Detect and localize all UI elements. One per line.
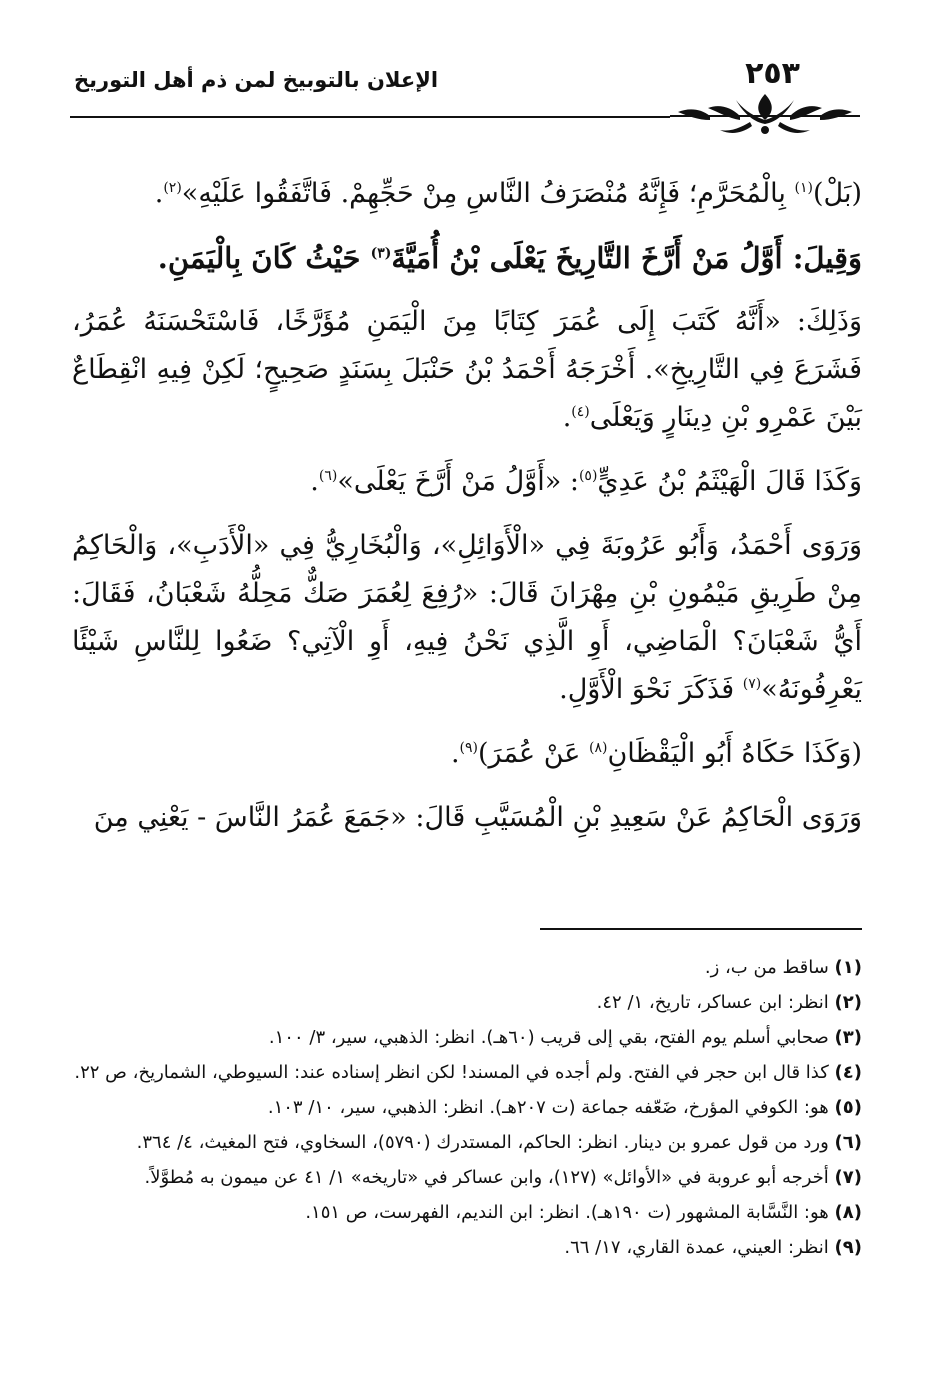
footnote-text: هو: الكوفي المؤرخ، ضَعّفه جماعة (ت ٢٠٧هـ). انظر: الذهبي، سير، ١٠/ ١٠٣. — [267, 1097, 829, 1118]
footnote-separator — [540, 928, 862, 930]
text-run: بِالْمُحَرَّمِ؛ فَإِنَّهُ مُنْصَرَفُ النَّاسِ مِنْ حَجِّهِمْ. فَاتَّفَقُوا عَلَيْهِ» — [181, 178, 795, 209]
footnote-item — [72, 1195, 862, 1230]
footnote-reference: (٦) — [318, 468, 338, 484]
footnote-text: أخرجه أبو عروبة في «الأوائل» (١٢٧)، وابن عساكر في «تاريخه» ١/ ٤١ عن ميمون به مُطوَّلاً. — [144, 1167, 829, 1188]
paragraph — [72, 730, 862, 778]
paragraph — [72, 234, 862, 282]
footnote-item — [72, 1160, 862, 1195]
text-run: وَكَذَا قَالَ الْهَيْثَمُ بْنُ عَدِيٍّ — [597, 466, 862, 497]
footnote-text: ساقط من ب، ز. — [704, 957, 829, 978]
footnote-text: انظر: ابن عساكر، تاريخ، ١/ ٤٢. — [596, 992, 829, 1013]
footnote-reference: (١) — [794, 180, 813, 196]
paragraph — [72, 298, 862, 442]
footnote-reference: (٤) — [571, 404, 590, 420]
floral-ornament-icon — [670, 90, 860, 140]
footnote-item — [72, 1055, 862, 1090]
footnote-item — [72, 1125, 862, 1160]
text-run: (بَلْ) — [812, 178, 862, 209]
text-run: . — [562, 402, 572, 433]
text-run: حَيْثُ كَانَ بِالْيَمَنِ. — [157, 241, 371, 275]
footnote-text: صحابي أسلم يوم الفتح، بقي إلى قريب (٦٠هـ). انظر: الذهبي، سير، ٣/ ١٠٠. — [268, 1027, 829, 1048]
footnote-reference: (٥) — [578, 468, 598, 484]
footnote-item — [72, 950, 862, 985]
page-header — [70, 50, 860, 140]
footnote-reference: (٢) — [163, 180, 182, 196]
paragraph — [72, 794, 862, 842]
text-run: (وَكَذَا حَكَاهُ أَبُو الْيَقْظَانِ — [607, 738, 862, 769]
paragraph — [72, 170, 862, 218]
footnote-item — [72, 1230, 862, 1265]
footnote-reference: (٨) — [589, 740, 608, 756]
footnote-text: انظر: العيني، عمدة القاري، ١٧/ ٦٦. — [564, 1237, 829, 1258]
footnote-number: (٩) — [834, 1237, 862, 1258]
text-run: : «أَوَّلُ مَنْ أَرَّخَ يَعْلَى» — [337, 466, 579, 497]
footnote-text: كذا قال ابن حجر في الفتح. ولم أجده في المسند! لكن انظر إسناده عند: السيوطي، الشماريخ، ص ٢٢. — [74, 1062, 829, 1083]
text-run: عَنْ عُمَرَ) — [478, 738, 589, 769]
footnote-number: (٦) — [834, 1132, 862, 1153]
footnote-number: (٨) — [834, 1202, 862, 1223]
footnote-number: (٢) — [834, 992, 862, 1013]
paragraph — [72, 458, 862, 506]
footnote-item — [72, 1090, 862, 1125]
text-run: فَذَكَرَ نَحْوَ الْأَوَّلِ. — [559, 674, 743, 705]
main-text — [72, 170, 862, 858]
header-rule — [70, 116, 670, 118]
paragraph — [72, 522, 862, 714]
footnote-reference: (٧) — [742, 676, 762, 692]
text-run: وَرَوَى الْحَاكِمُ عَنْ سَعِيدِ بْنِ الْمُسَيَّبِ قَالَ: «جَمَعَ عُمَرُ النَّاسَ - يَعْنِي مِنَ — [93, 802, 862, 833]
footnote-number: (٤) — [834, 1062, 862, 1083]
footnote-item — [72, 985, 862, 1020]
footnote-reference: (٩) — [459, 740, 479, 756]
text-run: وَذَلِكَ: «أَنَّهُ كَتَبَ إِلَى عُمَرَ كِتَابًا مِنَ الْيَمَنِ مُؤَرَّخًا، فَاسْتَحْسَنَهُ عُمَرُ، فَشَرَعَ فِي التَّارِيخِ». أَخْرَجَهُ أَحْمَدُ بْنُ حَنْبَلَ بِسَنَدٍ صَحِيحٍ؛ لَكِنْ فِيهِ انْقِطَاعٌ بَيْنَ عَمْرِو بْنِ دِينَارٍ وَيَعْلَى — [72, 306, 862, 433]
text-run: . — [450, 738, 460, 769]
text-run: . — [310, 466, 319, 497]
footnote-text: ورد من قول عمرو بن دينار. انظر: الحاكم، المستدرك (٥٧٩٠)، السخاوي، فتح المغيث، ٤/ ٣٦٤. — [136, 1132, 829, 1153]
text-run: وَرَوَى أَحْمَدُ، وَأَبُو عَرُوبَةَ فِي «الْأَوَائِلِ»، وَالْبُخَارِيُّ فِي «الْأَدَبِ»، وَالْحَاكِمُ مِنْ طَرِيقِ مَيْمُونِ بْنِ مِهْرَانَ قَالَ: «رُفِعَ لِعُمَرَ صَكٌّ مَحِلُّهُ شَعْبَانُ، فَقَالَ: أَيُّ شَعْبَانَ؟ الْمَاضِي، أَوِ الَّذِي نَحْنُ فِيهِ، أَوِ الْآتِي؟ ضَعُوا لِلنَّاسِ شَيْئًا يَعْرِفُونَهُ» — [72, 530, 862, 705]
footnote-item — [72, 1020, 862, 1055]
footnote-text: هو: النَّسَّابة المشهور (ت ١٩٠هـ). انظر: ابن النديم، الفهرست، ص ١٥١. — [305, 1202, 829, 1223]
footnote-reference: (٣) — [370, 245, 392, 262]
footnote-number: (٥) — [834, 1097, 862, 1118]
running-title: الإعلان بالتوبيخ لمن ذم أهل التوريخ — [74, 68, 439, 92]
footnote-number: (٧) — [834, 1167, 862, 1188]
footnotes — [72, 950, 862, 1265]
footnote-number: (١) — [834, 957, 862, 978]
text-run: . — [154, 178, 164, 209]
footnote-number: (٣) — [834, 1027, 862, 1048]
text-run: وَقِيلَ: أَوَّلُ مَنْ أَرَّخَ التَّارِيخَ يَعْلَى بْنُ أُمَيَّةَ — [391, 241, 862, 275]
page-number: ٢٥٣ — [745, 56, 800, 91]
